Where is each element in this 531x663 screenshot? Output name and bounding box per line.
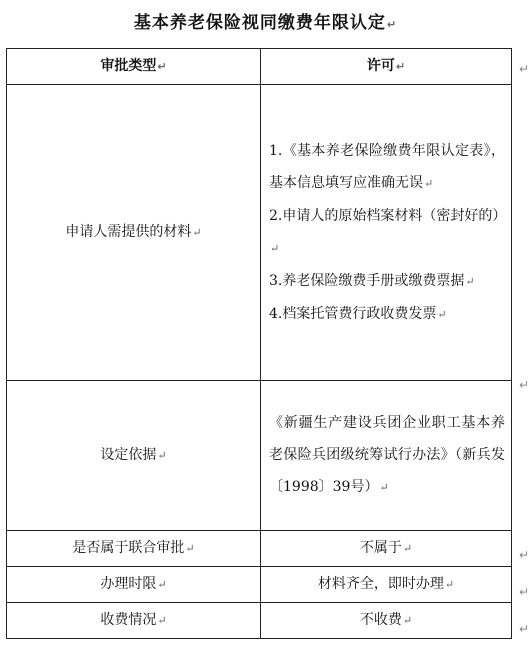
table-row-fee [7,603,512,639]
table-row-materials [7,85,512,381]
joint-value-cell [261,531,512,567]
materials-list-cell [261,85,512,381]
joint-value: 不属于 [359,540,402,556]
row-end-mark-icon: ↵ [518,62,529,76]
row-end-mark-icon: ↵ [518,622,529,636]
table-row-time [7,567,512,603]
paragraph-mark-icon: ↵ [157,614,167,627]
time-label: 办理时限 [100,576,157,592]
header-type-label: 审批类型 [100,58,157,74]
paragraph-mark-icon: ↵ [444,578,455,591]
paragraph-mark-icon: ↵ [157,578,167,591]
approval-table [6,48,512,639]
time-value-cell [261,567,512,603]
joint-label-cell [7,531,261,567]
paragraph-mark-icon: ↵ [402,542,413,555]
time-label-cell [7,567,261,603]
material-item-4: 4.档案托管费行政收费发票↵ [269,305,447,322]
paragraph-mark-icon: ↵ [437,307,447,321]
table-row-joint [7,531,512,567]
fee-label-cell [7,603,261,639]
table-row-basis [7,381,512,531]
row-end-mark-icon: ↵ [518,548,529,562]
header-permit-label: 许可 [366,58,395,74]
paragraph-mark-icon: ↵ [185,542,195,555]
paragraph-mark-icon: ↵ [465,274,475,288]
time-value: 材料齐全，即时办理 [317,576,444,592]
document-title-text: 基本养老保险视同缴费年限认定 [133,13,386,33]
paragraph-mark-icon: ↵ [395,60,406,73]
row-end-mark-icon: ↵ [518,585,529,599]
header-cell-type [7,49,261,85]
material-item-1: 1.《基本养老保险缴费年限认定表》，基本信息填写应准确无误↵ [269,142,505,191]
paragraph-mark-icon: ↵ [192,226,202,239]
fee-value-cell [261,603,512,639]
paragraph-mark-icon: ↵ [386,18,398,31]
material-item-2: 2.申请人的原始档案材料（密封好的）↵ [269,207,507,255]
row-end-mark-icon: ↵ [518,378,529,392]
paragraph-mark-icon: ↵ [157,449,167,462]
basis-label: 设定依据 [100,447,157,463]
fee-value: 不收费 [359,612,402,628]
paragraph-mark-icon: ↵ [402,614,413,627]
material-item-3: 3.养老保险缴费手册或缴费票据↵ [269,272,475,289]
paragraph-mark-icon: ↵ [379,481,389,494]
basis-label-cell [7,381,261,531]
materials-label: 申请人需提供的材料 [65,224,192,240]
paragraph-mark-icon: ↵ [157,60,167,73]
paragraph-mark-icon: ↵ [270,241,280,255]
basis-text: 《新疆生产建设兵团企业职工基本养老保险兵团级统筹试行办法》（新兵发〔1998〕39号） [269,415,505,495]
basis-text-cell [261,381,512,531]
table-header-row [7,49,512,85]
header-cell-permit [261,49,512,85]
document-title [0,8,531,33]
fee-label: 收费情况 [100,612,157,628]
joint-label: 是否属于联合审批 [72,540,185,556]
paragraph-mark-icon: ↵ [424,176,434,190]
materials-label-cell [7,85,261,381]
